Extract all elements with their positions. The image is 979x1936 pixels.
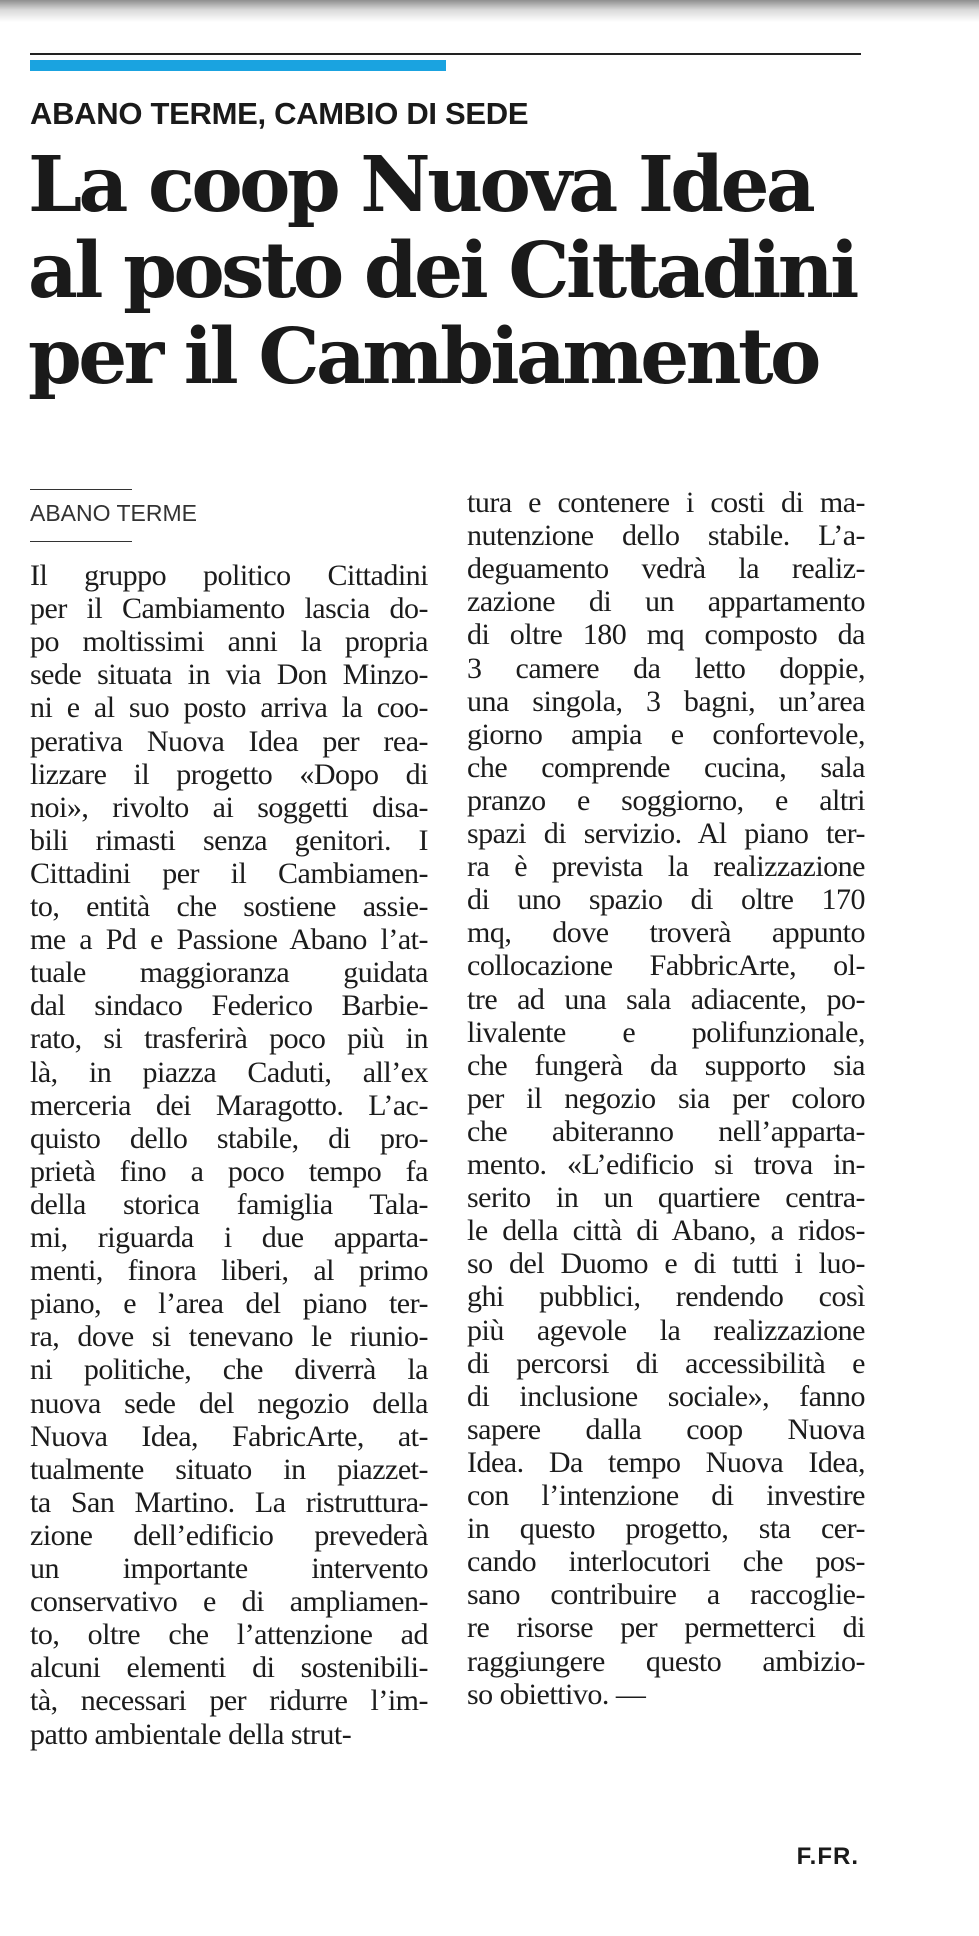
article-line: ta San Martino. La ristruttura- [30, 1485, 428, 1519]
article-line: di oltre 180 mq composto da [467, 618, 865, 652]
article-line: Il gruppo politico Cittadini [30, 559, 428, 592]
headline-line-3: per il Cambiamento [28, 312, 818, 402]
article-line: che fungerà da supporto sia [467, 1048, 865, 1082]
article-line: bili rimasti senza genitori. I [30, 823, 428, 857]
dateline: ABANO TERME [30, 500, 197, 526]
article-line: un importante intervento [30, 1552, 428, 1585]
article-line: le della città di Abano, a ridos- [467, 1214, 865, 1248]
article-line: merceria dei Maragotto. L’ac- [30, 1088, 428, 1122]
headline-line-1: La coop Nuova Idea [28, 140, 813, 230]
article-line: mento. «L’edificio si trova in- [467, 1148, 865, 1181]
article-line: me a Pd e Passione Abano l’at- [30, 923, 428, 957]
article-line: conservativo e di ampliamen- [30, 1585, 428, 1619]
article-line: pranzo e soggiorno, e altri [467, 783, 865, 817]
article-line: Idea. Da tempo Nuova Idea, [467, 1445, 865, 1479]
article-line: sapere dalla coop Nuova [467, 1412, 865, 1446]
article-line: dal sindaco Federico Barbie- [30, 989, 428, 1023]
article-line: di uno spazio di oltre 170 [467, 883, 865, 917]
article-line: per il negozio sia per coloro [467, 1081, 865, 1115]
article-line: lizzare il progetto «Dopo di [30, 757, 428, 791]
article-line: di percorsi di accessibilità e [467, 1346, 865, 1380]
headline-line-2: al posto dei Cittadini [28, 226, 856, 316]
article-line: collocazione FabbricArte, ol- [467, 949, 865, 983]
article-line: ni e al suo posto arriva la coo- [30, 691, 428, 725]
article-line: piano, e l’area del piano ter- [30, 1287, 428, 1321]
article-line: mi, riguarda i due apparta- [30, 1221, 428, 1254]
article-line: deguamento vedrà la realiz- [467, 552, 865, 586]
article-line: tre ad una sala adiacente, po- [467, 982, 865, 1016]
article-line: livalente e polifunzionale, [467, 1015, 865, 1049]
article-line: nutenzione dello stabile. L’a- [467, 519, 865, 553]
article-line: più agevole la realizzazione [467, 1313, 865, 1347]
article-line: so obiettivo. — [467, 1677, 646, 1711]
article-line: della storica famiglia Tala- [30, 1187, 428, 1221]
article-line: zione dell’edificio prevederà [30, 1518, 428, 1552]
article-line: zazione di un appartamento [467, 585, 865, 619]
article-line: tuale maggioranza guidata [30, 956, 428, 990]
article-line: ghi pubblici, rendendo così [467, 1280, 865, 1314]
article-column-right [467, 0, 865, 1936]
article-line: spazi di servizio. Al piano ter- [467, 817, 865, 850]
article-line: Nuova Idea, FabricArte, at- [30, 1419, 428, 1453]
article-line: là, in piazza Caduti, all’ex [30, 1055, 428, 1089]
byline: F.FR. [796, 1843, 859, 1870]
article-line: po moltissimi anni la propria [30, 625, 428, 659]
article-line: patto ambientale della strut- [30, 1717, 352, 1751]
article-line: quisto dello stabile, di pro- [30, 1121, 428, 1155]
article-line: menti, finora liberi, al primo [30, 1254, 428, 1288]
article-line: rato, si trasferirà poco più in [30, 1022, 428, 1056]
article-line: tura e contenere i costi di ma- [467, 486, 865, 519]
article-line: tualmente situato in piazzet- [30, 1452, 428, 1486]
article-line: una singola, 3 bagni, un’area [467, 684, 865, 718]
article-line: con l’intenzione di investire [467, 1479, 865, 1512]
article-line: sano contribuire a raccoglie- [467, 1578, 865, 1612]
article-line: ni politiche, che diverrà la [30, 1353, 428, 1387]
article-line: prietà fino a poco tempo fa [30, 1154, 428, 1188]
article-line: di inclusione sociale», fanno [467, 1379, 865, 1413]
article-line: to, oltre che l’attenzione ad [30, 1618, 428, 1652]
article-line: raggiungere questo ambizio- [467, 1644, 865, 1678]
article-line: giorno ampia e confortevole, [467, 717, 865, 751]
article-line: ra è prevista la realizzazione [467, 850, 865, 884]
article-line: che abiteranno nell’apparta- [467, 1114, 865, 1148]
article-column-left [30, 0, 428, 1936]
article-line: noi», rivolto ai soggetti disa- [30, 790, 428, 824]
article-line: Cittadini per il Cambiamen- [30, 856, 428, 890]
article-line: nuova sede del negozio della [30, 1386, 428, 1420]
article-line: serito in un quartiere centra- [467, 1181, 865, 1215]
article-line: ra, dove si tenevano le riunio- [30, 1320, 428, 1354]
article-line: perativa Nuova Idea per rea- [30, 724, 428, 758]
article-line: re risorse per permetterci di [467, 1611, 865, 1645]
article-line: mq, dove troverà appunto [467, 916, 865, 950]
article-line: sede situata in via Don Minzo- [30, 658, 428, 692]
article-line: 3 camere da letto doppie, [467, 651, 865, 685]
article-line: in questo progetto, sta cer- [467, 1512, 865, 1546]
article-line: alcuni elementi di sostenibili- [30, 1651, 428, 1685]
article-line: per il Cambiamento lascia do- [30, 592, 428, 626]
article-line: che comprende cucina, sala [467, 750, 865, 784]
article-line: to, entità che sostiene assie- [30, 890, 428, 923]
article-line: cando interlocutori che pos- [467, 1545, 865, 1579]
kicker: ABANO TERME, CAMBIO DI SEDE [30, 96, 529, 131]
article-line: tà, necessari per ridurre l’im- [30, 1684, 428, 1718]
article-line: so del Duomo e di tutti i luo- [467, 1247, 865, 1281]
